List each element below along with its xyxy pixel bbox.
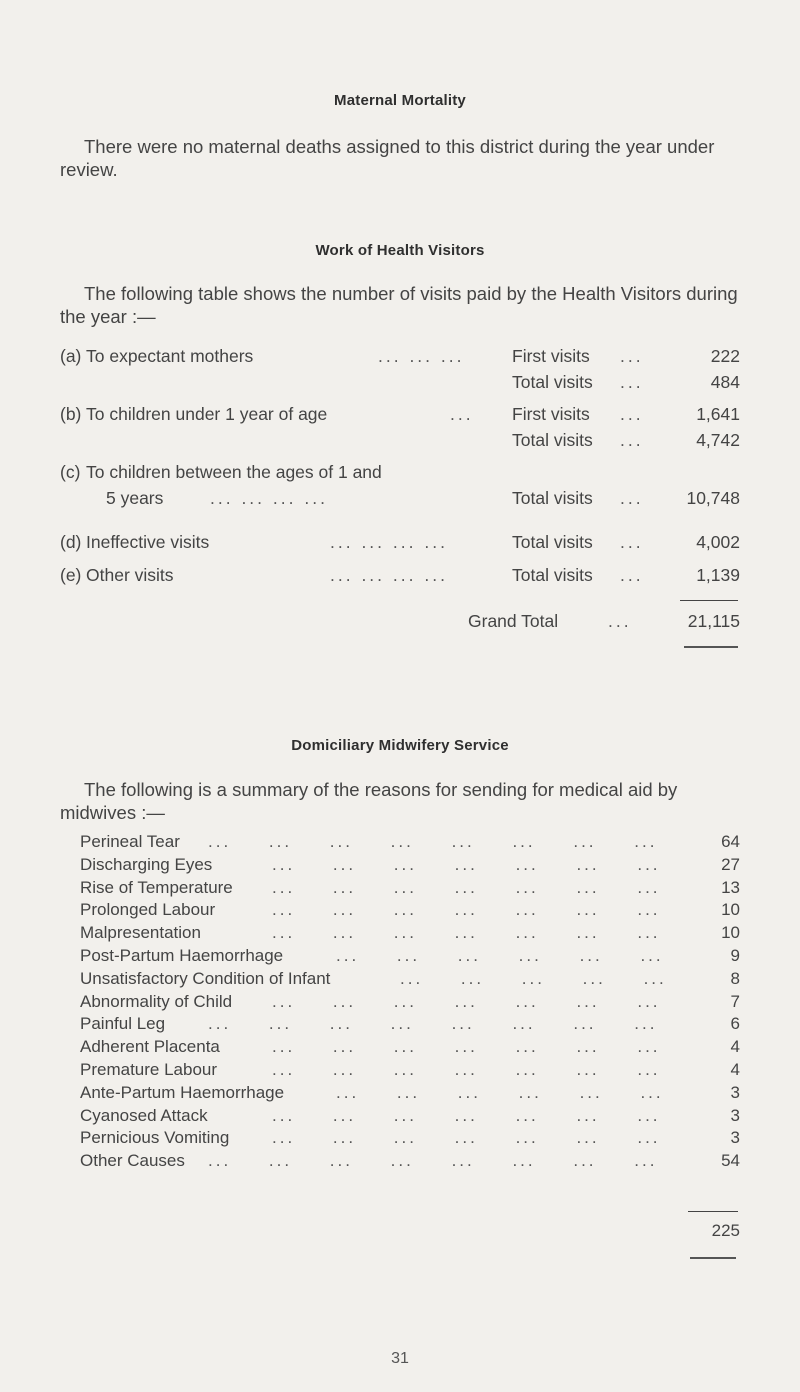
reason-count: 54 (721, 1151, 740, 1170)
midwifery-reason-row (80, 878, 740, 900)
item-letter: (b) (60, 404, 82, 424)
maternal-mortality-heading: Maternal Mortality (334, 92, 466, 109)
reason-label: Post-Partum Haemorrhage (80, 946, 284, 965)
item-description: To expectant mothers (86, 346, 254, 366)
midwifery-total-rule-bottom (690, 1257, 736, 1259)
midwifery-total-value: 225 (711, 1221, 740, 1240)
reason-count: 13 (721, 878, 740, 897)
item-letter: (a) (60, 346, 82, 366)
midwifery-reason-row (80, 1151, 740, 1173)
leader-dots: ... ... ... ... ... ... (336, 1083, 664, 1102)
midwifery-reason-row (80, 1014, 740, 1036)
visit-count: 4,002 (696, 532, 740, 552)
visit-type-label: Total visits (512, 430, 593, 450)
midwifery-reason-row (80, 1083, 740, 1105)
leader-dots: ... ... ... (378, 346, 465, 366)
item-letter: (d) (60, 532, 82, 552)
midwifery-reason-row (80, 923, 740, 945)
grand-total-row (60, 611, 740, 635)
item-description: To children under 1 year of age (86, 404, 328, 424)
reason-label: Discharging Eyes (80, 855, 213, 874)
health-visitor-subrow (60, 372, 740, 396)
midwifery-reason-row (80, 832, 740, 854)
item-letter: (c) (60, 462, 81, 482)
reason-count: 64 (721, 832, 740, 851)
health-visitor-item (60, 565, 740, 589)
visit-count: 10,748 (686, 488, 740, 508)
visit-type-label: Total visits (512, 488, 593, 508)
visit-type-label: Total visits (512, 372, 593, 392)
health-visitor-item (60, 346, 740, 370)
midwifery-reason-row (80, 946, 740, 968)
leader-dots: ... ... ... ... ... ... ... (272, 1128, 661, 1147)
reason-label: Ante-Partum Haemorrhage (80, 1083, 285, 1102)
leader-dots: ... ... ... ... ... ... ... ... (208, 832, 658, 851)
reason-count: 7 (730, 992, 740, 1011)
visit-type-label: First visits (512, 346, 590, 366)
reason-count: 4 (730, 1060, 740, 1079)
midwifery-total-rule-top (688, 1211, 738, 1212)
reason-label: Pernicious Vomiting (80, 1128, 230, 1147)
visit-count: 484 (710, 372, 740, 392)
leader-dots: ... (620, 488, 644, 508)
visit-type-label: Total visits (512, 532, 593, 552)
midwifery-reason-row (80, 900, 740, 922)
visit-count: 4,742 (696, 430, 740, 450)
leader-dots: ... ... ... ... ... ... ... ... (208, 1014, 658, 1033)
midwifery-reason-row (80, 1128, 740, 1150)
leader-dots: ... ... ... ... ... ... ... ... (208, 1151, 658, 1170)
leader-dots: ... ... ... ... ... ... ... (272, 1106, 661, 1125)
reason-count: 3 (730, 1128, 740, 1147)
reason-label: Abnormality of Child (80, 992, 233, 1011)
leader-dots: ... ... ... ... ... ... ... (272, 855, 661, 874)
grand-total-rule-bottom (684, 646, 738, 648)
reason-label: Other Causes (80, 1151, 185, 1170)
leader-dots: ... ... ... ... (210, 488, 328, 508)
leader-dots: ... (450, 404, 474, 424)
leader-dots: ... ... ... ... (330, 532, 448, 552)
leader-dots: ... ... ... ... ... ... ... (272, 1037, 661, 1056)
health-visitors-heading: Work of Health Visitors (315, 242, 485, 259)
grand-total-leader-dots: ... (608, 611, 632, 631)
leader-dots: ... (620, 404, 644, 424)
reason-count: 9 (730, 946, 740, 965)
visit-count: 222 (710, 346, 740, 366)
grand-total-rule-top (680, 600, 738, 601)
reason-label: Unsatisfactory Condition of Infant (80, 969, 331, 988)
leader-dots: ... (620, 372, 644, 392)
reason-label: Rise of Temperature (80, 878, 233, 897)
leader-dots: ... ... ... ... ... ... ... (272, 1060, 661, 1079)
leader-dots: ... (620, 532, 644, 552)
leader-dots: ... ... ... ... ... (400, 969, 667, 988)
midwifery-reason-row (80, 969, 740, 991)
health-visitor-item (60, 404, 740, 428)
midwifery-reason-row (80, 992, 740, 1014)
reason-label: Cyanosed Attack (80, 1106, 208, 1125)
item-description: Ineffective visits (86, 532, 210, 552)
midwifery-reason-row (80, 1106, 740, 1128)
leader-dots: ... (620, 430, 644, 450)
health-visitors-intro (60, 282, 740, 328)
reason-label: Premature Labour (80, 1060, 218, 1079)
reason-label: Adherent Placenta (80, 1037, 220, 1056)
leader-dots: ... (620, 346, 644, 366)
leader-dots: ... ... ... ... ... ... (336, 946, 664, 965)
reason-count: 27 (721, 855, 740, 874)
item-description-line2: 5 years (106, 488, 164, 508)
midwifery-intro (60, 778, 740, 824)
leader-dots: ... ... ... ... ... ... ... (272, 878, 661, 897)
reason-label: Painful Leg (80, 1014, 166, 1033)
page-number: 31 (391, 1350, 409, 1367)
maternal-mortality-text (60, 135, 740, 181)
item-description: Other visits (86, 565, 174, 585)
reason-label: Prolonged Labour (80, 900, 216, 919)
grand-total-label: Grand Total (468, 611, 559, 631)
reason-count: 4 (730, 1037, 740, 1056)
maternal-mortality-paragraph: There were no maternal deaths assigned to this district during the year under review. (60, 136, 715, 180)
health-visitors-intro-text: The following table shows the number of visits paid by the Health Visitors during the year :— (60, 283, 738, 327)
reason-label: Malpresentation (80, 923, 201, 942)
visit-count: 1,641 (696, 404, 740, 424)
item-description-continued (60, 488, 740, 512)
item-description: To children between the ages of 1 and (86, 462, 382, 482)
leader-dots: ... ... ... ... ... ... ... (272, 992, 661, 1011)
midwifery-reason-row (80, 1060, 740, 1082)
visit-count: 1,139 (696, 565, 740, 585)
leader-dots: ... ... ... ... (330, 565, 448, 585)
midwifery-reason-row (80, 855, 740, 877)
visit-type-label: First visits (512, 404, 590, 424)
midwifery-heading: Domiciliary Midwifery Service (291, 737, 509, 754)
reason-count: 3 (730, 1083, 740, 1102)
health-visitor-item (60, 462, 740, 486)
midwifery-intro-text: The following is a summary of the reasons for sending for medical aid by midwives :— (60, 779, 678, 823)
reason-label: Perineal Tear (80, 832, 180, 851)
item-letter: (e) (60, 565, 82, 585)
visit-type-label: Total visits (512, 565, 593, 585)
reason-count: 10 (721, 923, 740, 942)
grand-total-value: 21,115 (687, 611, 740, 631)
reason-count: 8 (730, 969, 740, 988)
reason-count: 3 (730, 1106, 740, 1125)
leader-dots: ... ... ... ... ... ... ... (272, 900, 661, 919)
leader-dots: ... ... ... ... ... ... ... (272, 923, 661, 942)
leader-dots: ... (620, 565, 644, 585)
reason-count: 10 (721, 900, 740, 919)
midwifery-reason-row (80, 1037, 740, 1059)
midwifery-total-row (80, 1221, 740, 1243)
health-visitor-subrow (60, 430, 740, 454)
health-visitor-item (60, 532, 740, 556)
reason-count: 6 (730, 1014, 740, 1033)
